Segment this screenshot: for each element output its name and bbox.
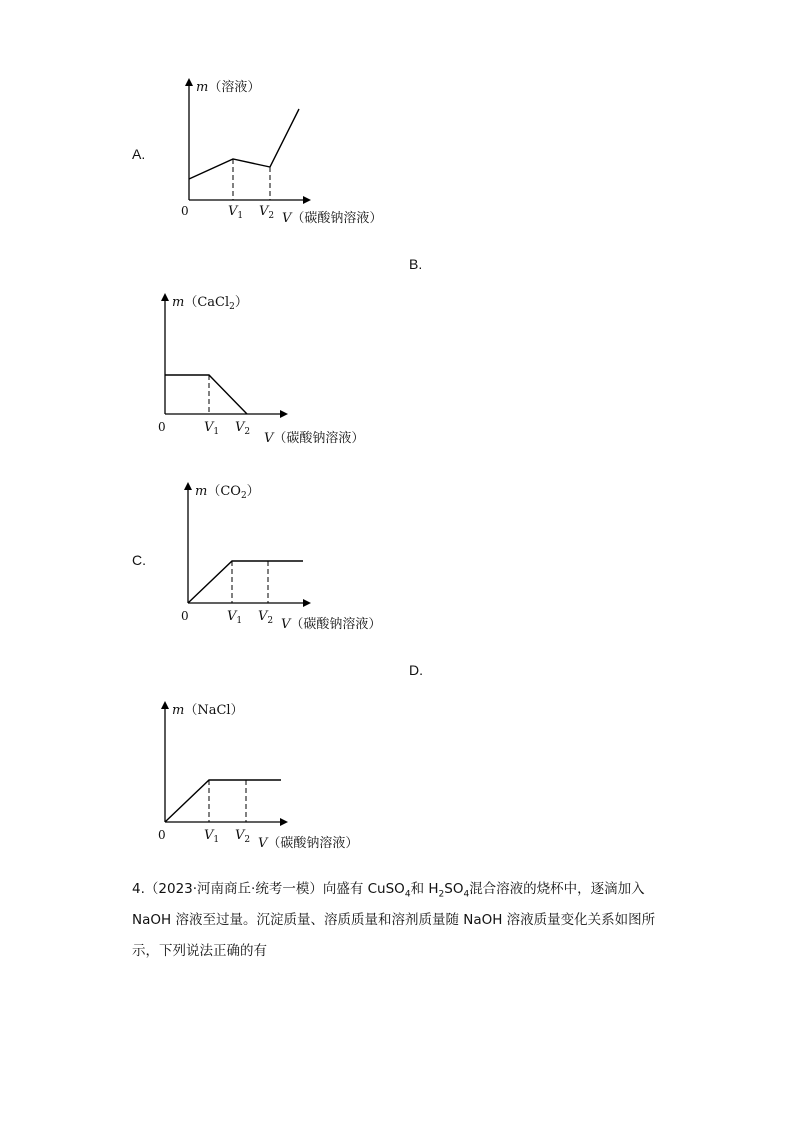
option-a-label: A. — [132, 146, 146, 162]
graph-b-v1: $V_1$ — [204, 420, 220, 437]
graph-b-origin: 0 — [158, 420, 166, 434]
graph-b-curve — [165, 375, 247, 414]
question-number: 4. — [132, 881, 145, 897]
graph-c-v2: $V_2$ — [258, 609, 274, 626]
graph-b-x-label: V（碳酸钠溶液） — [264, 431, 365, 446]
graph-a-x-label: V（碳酸钠溶液） — [282, 211, 383, 226]
graph-a-curve — [189, 109, 299, 179]
graph-c-v1: $V_1$ — [227, 609, 243, 626]
graph-d-origin: 0 — [158, 828, 166, 842]
question-4-line-1: 4.（2023·河南商丘·统考一模）向盛有 CuSO$_4$和 $H_2SO_4$混合溶液的烧杯中，逐滴加入 — [132, 881, 645, 900]
graph-d-y-label: m（NaCl） — [172, 703, 244, 718]
graph-d-v1: $V_1$ — [204, 828, 220, 845]
graph-d-curve — [165, 780, 281, 822]
graph-b — [158, 295, 364, 446]
graph-b-v2: $V_2$ — [235, 420, 251, 437]
graph-c-origin: 0 — [181, 609, 189, 623]
graph-a-v2: $V_2$ — [259, 204, 275, 221]
graph-a-y-label: m（溶液） — [196, 80, 261, 95]
question-4-line-3: 示，下列说法正确的有 — [132, 943, 267, 959]
question-4-line-2: NaOH 溶液至过量。沉淀质量、溶质质量和溶剂质量随 NaOH 溶液质量变化关系如图所 — [132, 912, 656, 928]
option-d-label: D. — [409, 662, 423, 678]
graph-d-x-label: V（碳酸钠溶液） — [258, 836, 359, 851]
option-c-label: C. — [132, 552, 146, 568]
graph-a-v1: $V_1$ — [228, 204, 244, 221]
graph-c — [181, 484, 381, 632]
graph-a — [181, 79, 382, 226]
graph-c-x-label: V（碳酸钠溶液） — [281, 617, 382, 632]
graph-c-curve — [188, 561, 303, 603]
graph-d — [158, 703, 358, 851]
question-source: （2023·河南商丘·统考一模） — [144, 881, 323, 897]
graph-d-v2: $V_2$ — [235, 828, 251, 845]
graph-c-y-label: $m(CO_2)$ — [195, 484, 260, 501]
option-b-label: B. — [409, 256, 423, 272]
graph-b-y-label: m（CaCl$_2$） — [172, 295, 248, 312]
graph-a-origin: 0 — [181, 204, 189, 218]
